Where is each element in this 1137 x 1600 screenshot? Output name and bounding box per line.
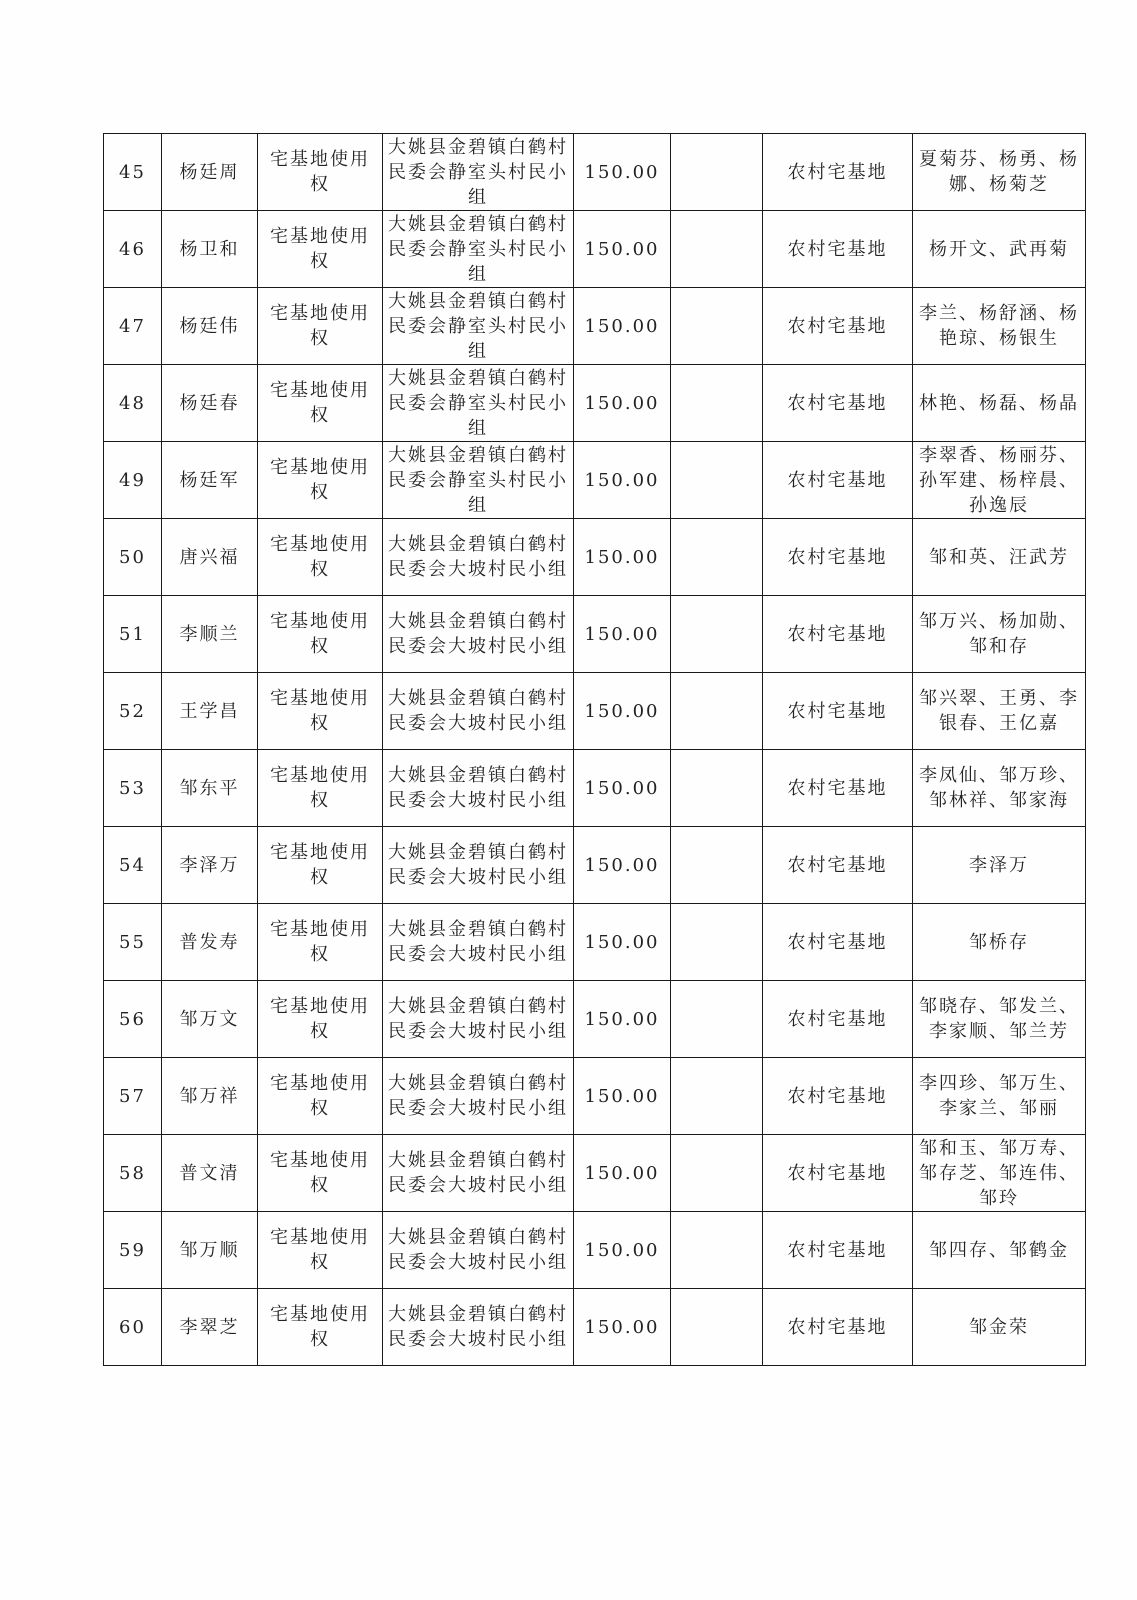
co-owners-cell: 李兰、杨舒涵、杨艳琼、杨银生 <box>913 288 1086 365</box>
area-cell: 150.00 <box>574 519 671 596</box>
row-number-cell: 58 <box>104 1135 162 1212</box>
land-use-cell: 农村宅基地 <box>763 981 913 1058</box>
owner-name-cell: 唐兴福 <box>162 519 258 596</box>
row-number-cell: 52 <box>104 673 162 750</box>
row-number-cell: 56 <box>104 981 162 1058</box>
land-use-cell: 农村宅基地 <box>763 673 913 750</box>
blank-cell <box>671 596 763 673</box>
right-type-cell: 宅基地使用权 <box>258 288 383 365</box>
blank-cell <box>671 134 763 211</box>
right-type-cell: 宅基地使用权 <box>258 365 383 442</box>
right-type-cell: 宅基地使用权 <box>258 1212 383 1289</box>
row-number-cell: 57 <box>104 1058 162 1135</box>
row-number-cell: 50 <box>104 519 162 596</box>
right-type-cell: 宅基地使用权 <box>258 211 383 288</box>
area-cell: 150.00 <box>574 673 671 750</box>
co-owners-cell: 李凤仙、邹万珍、邹林祥、邹家海 <box>913 750 1086 827</box>
land-use-cell: 农村宅基地 <box>763 365 913 442</box>
land-use-cell: 农村宅基地 <box>763 519 913 596</box>
blank-cell <box>671 1058 763 1135</box>
table-row <box>104 596 1086 673</box>
row-number-cell: 54 <box>104 827 162 904</box>
owner-name-cell: 邹万文 <box>162 981 258 1058</box>
blank-cell <box>671 211 763 288</box>
area-cell: 150.00 <box>574 134 671 211</box>
owner-name-cell: 李泽万 <box>162 827 258 904</box>
right-type-cell: 宅基地使用权 <box>258 904 383 981</box>
location-cell: 大姚县金碧镇白鹤村民委会大坡村民小组 <box>383 1289 574 1366</box>
location-cell: 大姚县金碧镇白鹤村民委会大坡村民小组 <box>383 981 574 1058</box>
right-type-cell: 宅基地使用权 <box>258 827 383 904</box>
owner-name-cell: 杨廷春 <box>162 365 258 442</box>
land-use-cell: 农村宅基地 <box>763 750 913 827</box>
location-cell: 大姚县金碧镇白鹤村民委会静室头村民小组 <box>383 211 574 288</box>
co-owners-cell: 李四珍、邹万生、李家兰、邹丽 <box>913 1058 1086 1135</box>
area-cell: 150.00 <box>574 981 671 1058</box>
table-row <box>104 673 1086 750</box>
co-owners-cell: 夏菊芬、杨勇、杨娜、杨菊芝 <box>913 134 1086 211</box>
location-cell: 大姚县金碧镇白鹤村民委会大坡村民小组 <box>383 519 574 596</box>
table-row <box>104 442 1086 519</box>
table-body <box>104 134 1086 1366</box>
row-number-cell: 46 <box>104 211 162 288</box>
table-row <box>104 1212 1086 1289</box>
co-owners-cell: 林艳、杨磊、杨晶 <box>913 365 1086 442</box>
co-owners-cell: 邹晓存、邹发兰、李家顺、邹兰芳 <box>913 981 1086 1058</box>
location-cell: 大姚县金碧镇白鹤村民委会大坡村民小组 <box>383 673 574 750</box>
blank-cell <box>671 1289 763 1366</box>
registry-table <box>103 133 1086 1366</box>
area-cell: 150.00 <box>574 442 671 519</box>
row-number-cell: 49 <box>104 442 162 519</box>
owner-name-cell: 普文清 <box>162 1135 258 1212</box>
area-cell: 150.00 <box>574 1289 671 1366</box>
row-number-cell: 48 <box>104 365 162 442</box>
right-type-cell: 宅基地使用权 <box>258 981 383 1058</box>
table-row <box>104 827 1086 904</box>
table-row <box>104 1135 1086 1212</box>
right-type-cell: 宅基地使用权 <box>258 673 383 750</box>
co-owners-cell: 邹和玉、邹万寿、邹存芝、邹连伟、邹玲 <box>913 1135 1086 1212</box>
blank-cell <box>671 519 763 596</box>
location-cell: 大姚县金碧镇白鹤村民委会大坡村民小组 <box>383 827 574 904</box>
owner-name-cell: 李顺兰 <box>162 596 258 673</box>
area-cell: 150.00 <box>574 750 671 827</box>
right-type-cell: 宅基地使用权 <box>258 519 383 596</box>
row-number-cell: 59 <box>104 1212 162 1289</box>
blank-cell <box>671 288 763 365</box>
table-row <box>104 365 1086 442</box>
table-row <box>104 288 1086 365</box>
area-cell: 150.00 <box>574 596 671 673</box>
row-number-cell: 45 <box>104 134 162 211</box>
co-owners-cell: 杨开文、武再菊 <box>913 211 1086 288</box>
land-use-cell: 农村宅基地 <box>763 1289 913 1366</box>
owner-name-cell: 王学昌 <box>162 673 258 750</box>
blank-cell <box>671 750 763 827</box>
table-row <box>104 134 1086 211</box>
location-cell: 大姚县金碧镇白鹤村民委会大坡村民小组 <box>383 1135 574 1212</box>
row-number-cell: 47 <box>104 288 162 365</box>
co-owners-cell: 邹万兴、杨加勋、邹和存 <box>913 596 1086 673</box>
right-type-cell: 宅基地使用权 <box>258 750 383 827</box>
owner-name-cell: 杨廷军 <box>162 442 258 519</box>
row-number-cell: 51 <box>104 596 162 673</box>
blank-cell <box>671 365 763 442</box>
table-row <box>104 211 1086 288</box>
owner-name-cell: 杨廷伟 <box>162 288 258 365</box>
owner-name-cell: 邹万顺 <box>162 1212 258 1289</box>
table-row <box>104 981 1086 1058</box>
land-use-cell: 农村宅基地 <box>763 1212 913 1289</box>
location-cell: 大姚县金碧镇白鹤村民委会静室头村民小组 <box>383 288 574 365</box>
right-type-cell: 宅基地使用权 <box>258 1135 383 1212</box>
blank-cell <box>671 904 763 981</box>
land-use-cell: 农村宅基地 <box>763 134 913 211</box>
owner-name-cell: 邹万祥 <box>162 1058 258 1135</box>
land-use-cell: 农村宅基地 <box>763 904 913 981</box>
table-row <box>104 904 1086 981</box>
area-cell: 150.00 <box>574 211 671 288</box>
co-owners-cell: 邹和英、汪武芳 <box>913 519 1086 596</box>
blank-cell <box>671 981 763 1058</box>
table-row <box>104 1058 1086 1135</box>
area-cell: 150.00 <box>574 1058 671 1135</box>
table-row <box>104 750 1086 827</box>
blank-cell <box>671 673 763 750</box>
right-type-cell: 宅基地使用权 <box>258 442 383 519</box>
right-type-cell: 宅基地使用权 <box>258 1058 383 1135</box>
land-use-cell: 农村宅基地 <box>763 827 913 904</box>
blank-cell <box>671 1135 763 1212</box>
area-cell: 150.00 <box>574 827 671 904</box>
land-use-cell: 农村宅基地 <box>763 442 913 519</box>
location-cell: 大姚县金碧镇白鹤村民委会静室头村民小组 <box>383 134 574 211</box>
location-cell: 大姚县金碧镇白鹤村民委会大坡村民小组 <box>383 1058 574 1135</box>
right-type-cell: 宅基地使用权 <box>258 1289 383 1366</box>
owner-name-cell: 杨廷周 <box>162 134 258 211</box>
area-cell: 150.00 <box>574 288 671 365</box>
location-cell: 大姚县金碧镇白鹤村民委会大坡村民小组 <box>383 1212 574 1289</box>
owner-name-cell: 邹东平 <box>162 750 258 827</box>
owner-name-cell: 李翠芝 <box>162 1289 258 1366</box>
table-row <box>104 519 1086 596</box>
co-owners-cell: 邹金荣 <box>913 1289 1086 1366</box>
location-cell: 大姚县金碧镇白鹤村民委会大坡村民小组 <box>383 904 574 981</box>
area-cell: 150.00 <box>574 904 671 981</box>
row-number-cell: 60 <box>104 1289 162 1366</box>
co-owners-cell: 李翠香、杨丽芬、孙军建、杨梓晨、孙逸辰 <box>913 442 1086 519</box>
owner-name-cell: 普发寿 <box>162 904 258 981</box>
row-number-cell: 53 <box>104 750 162 827</box>
area-cell: 150.00 <box>574 1135 671 1212</box>
land-use-cell: 农村宅基地 <box>763 1058 913 1135</box>
co-owners-cell: 李泽万 <box>913 827 1086 904</box>
land-use-cell: 农村宅基地 <box>763 1135 913 1212</box>
right-type-cell: 宅基地使用权 <box>258 134 383 211</box>
blank-cell <box>671 1212 763 1289</box>
table-row <box>104 1289 1086 1366</box>
co-owners-cell: 邹四存、邹鹤金 <box>913 1212 1086 1289</box>
land-use-cell: 农村宅基地 <box>763 288 913 365</box>
location-cell: 大姚县金碧镇白鹤村民委会大坡村民小组 <box>383 750 574 827</box>
blank-cell <box>671 827 763 904</box>
co-owners-cell: 邹兴翠、王勇、李银春、王亿嘉 <box>913 673 1086 750</box>
blank-cell <box>671 442 763 519</box>
row-number-cell: 55 <box>104 904 162 981</box>
land-use-cell: 农村宅基地 <box>763 596 913 673</box>
land-use-cell: 农村宅基地 <box>763 211 913 288</box>
location-cell: 大姚县金碧镇白鹤村民委会静室头村民小组 <box>383 442 574 519</box>
location-cell: 大姚县金碧镇白鹤村民委会静室头村民小组 <box>383 365 574 442</box>
area-cell: 150.00 <box>574 365 671 442</box>
owner-name-cell: 杨卫和 <box>162 211 258 288</box>
right-type-cell: 宅基地使用权 <box>258 596 383 673</box>
co-owners-cell: 邹桥存 <box>913 904 1086 981</box>
area-cell: 150.00 <box>574 1212 671 1289</box>
location-cell: 大姚县金碧镇白鹤村民委会大坡村民小组 <box>383 596 574 673</box>
